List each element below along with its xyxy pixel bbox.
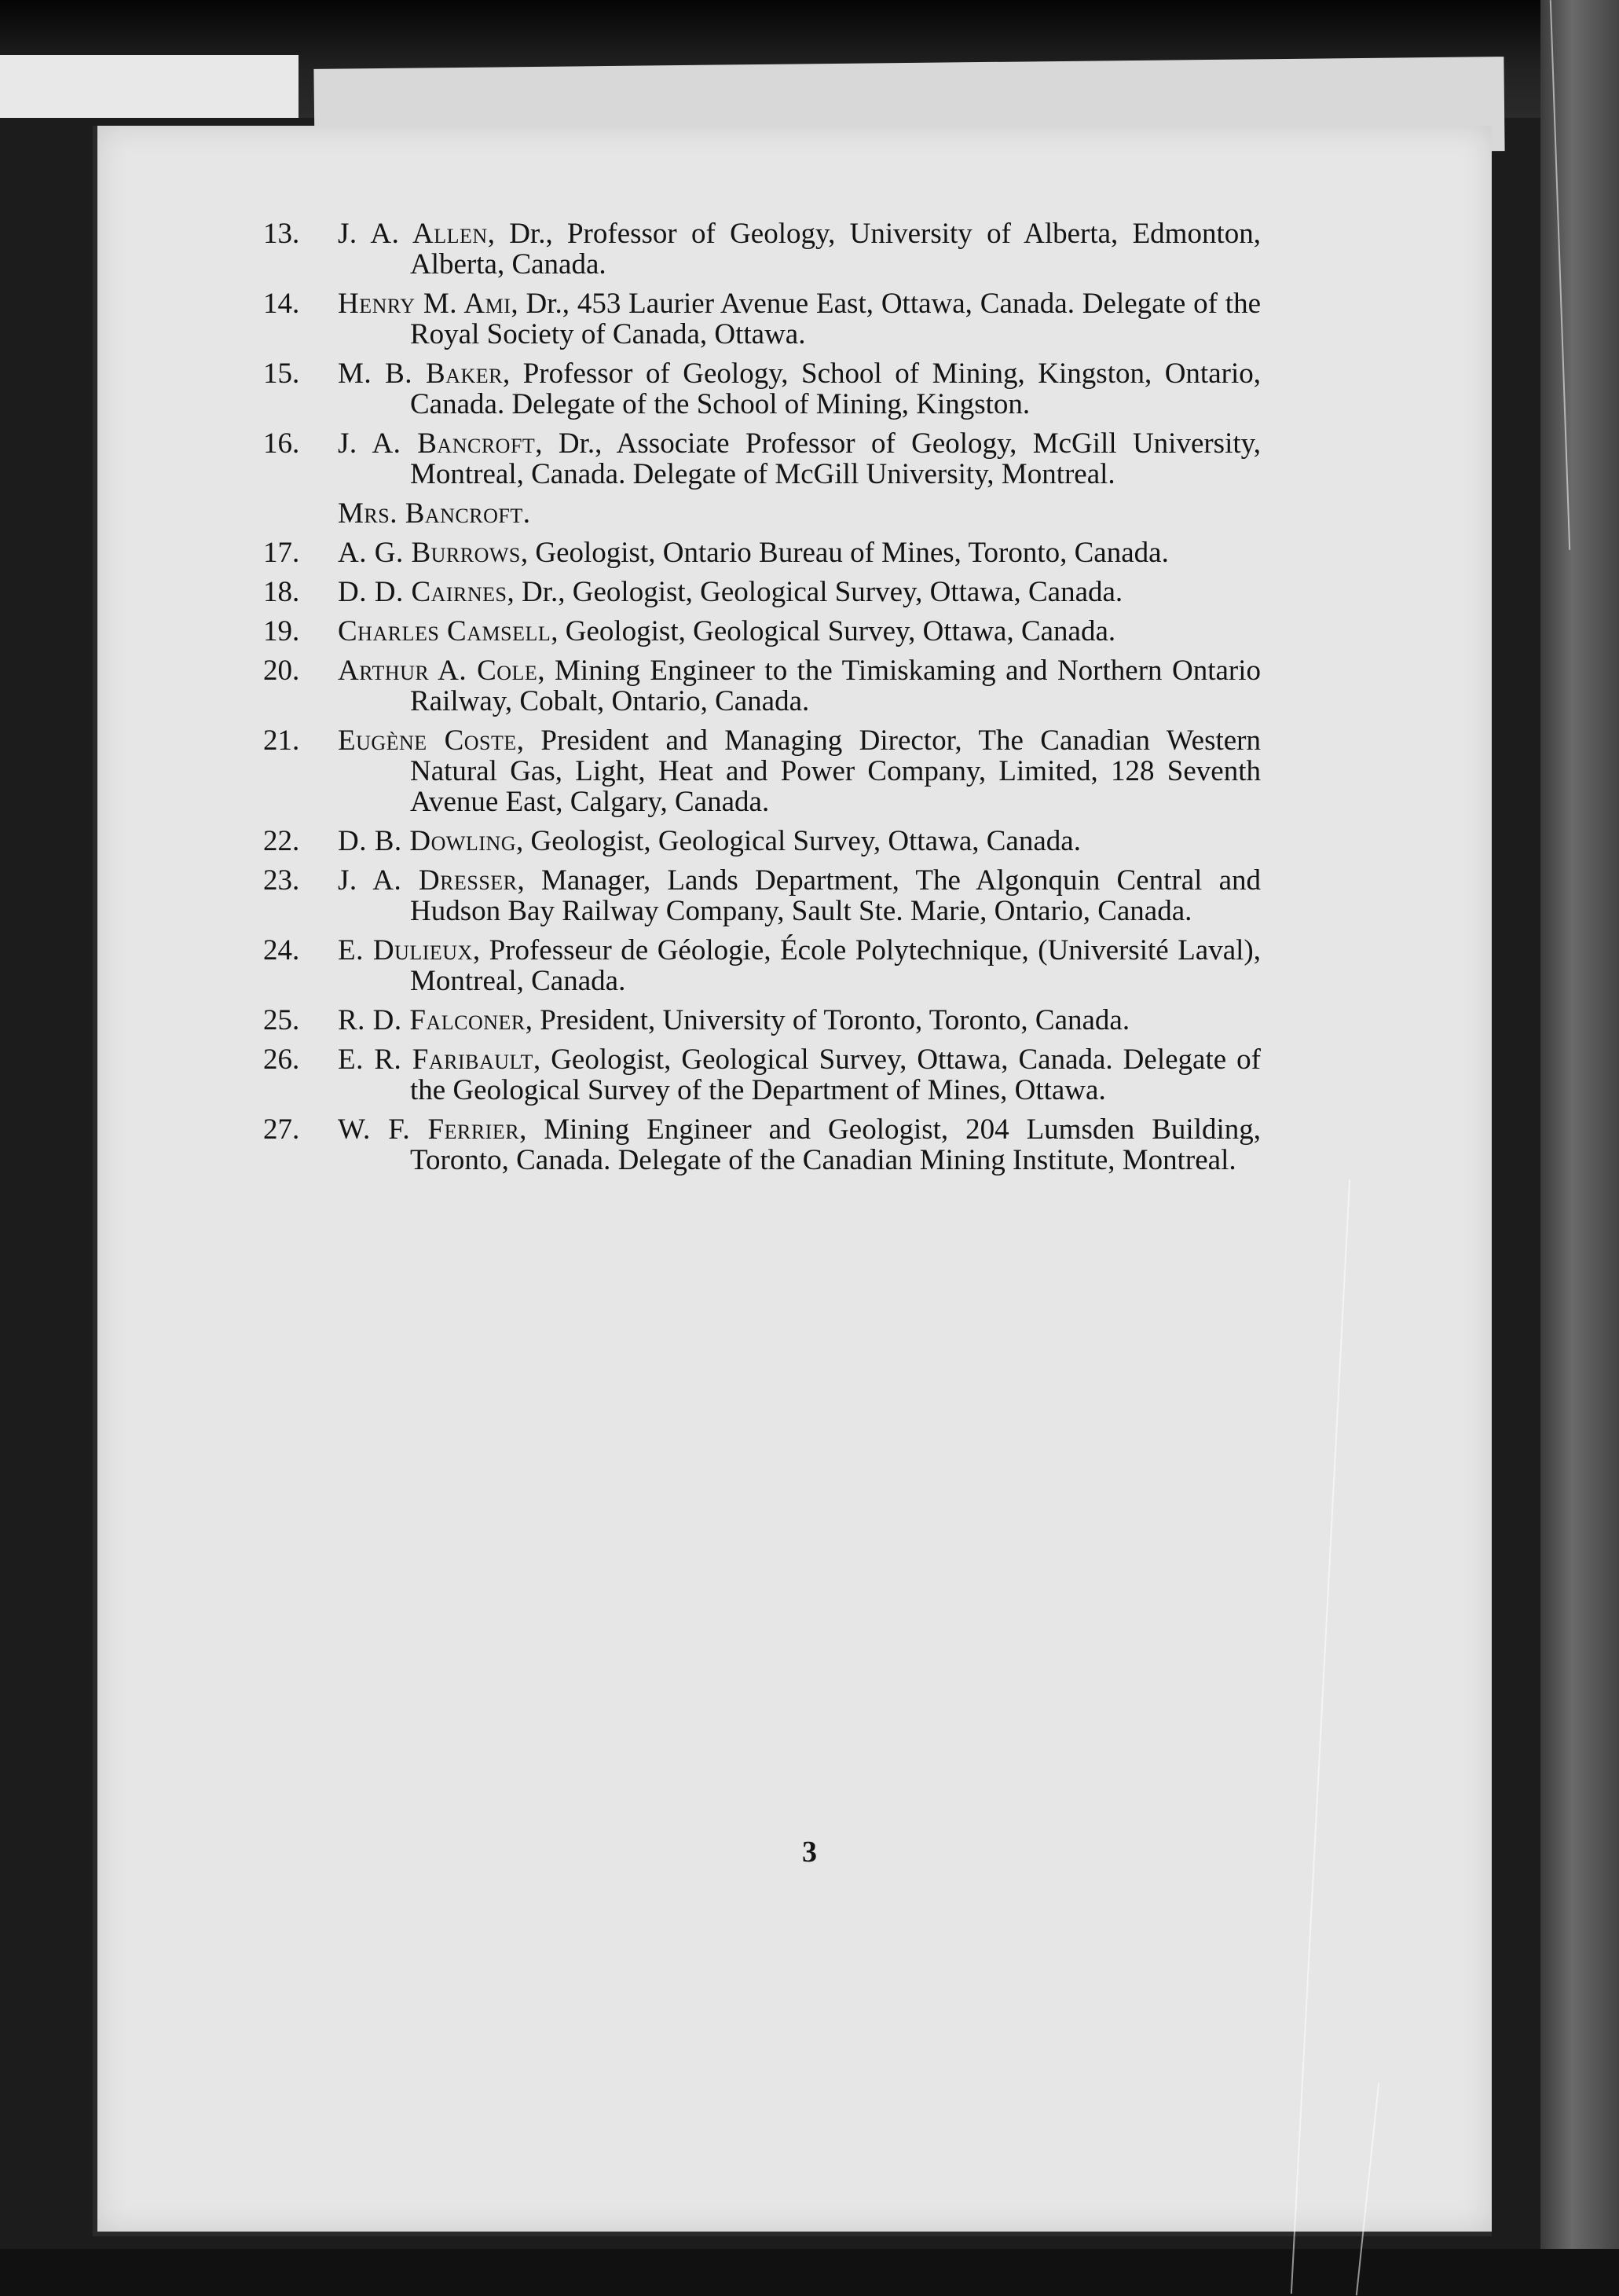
entry-number: 24. (263, 934, 300, 966)
list-item (263, 826, 1261, 856)
entry-details: , Geologist, Geological Survey, Ottawa, Canada. (551, 615, 1116, 647)
entry-details: , President, University of Toronto, Toronto, Canada. (525, 1004, 1130, 1036)
entry-number: 17. (263, 537, 300, 569)
entry-name: J. A. Allen (338, 218, 488, 250)
page-number: 3 (802, 1836, 817, 1869)
entry-text (338, 935, 1261, 996)
entry-details: , Dr., Associate Professor of Geology, McGill University, Montreal, Canada. Delegate of McGill University, Montreal. (410, 427, 1261, 490)
film-strip-left (0, 55, 299, 118)
entry-details: , Professor of Geology, School of Mining, Kingston, Ontario, Canada. Delegate of the School of Mining, Kingston. (410, 358, 1261, 420)
entry-number: 27. (263, 1113, 300, 1146)
list-item (263, 218, 1261, 280)
list-item (263, 935, 1261, 996)
list-item (263, 577, 1261, 607)
entry-number: 19. (263, 615, 300, 647)
list-item (263, 865, 1261, 926)
list-item (263, 428, 1261, 490)
entry-details: , Geologist, Ontario Bureau of Mines, Toronto, Canada. (520, 537, 1169, 569)
entry-number: 25. (263, 1004, 300, 1036)
list-item (263, 1114, 1261, 1176)
list-item (263, 725, 1261, 817)
list-item (263, 616, 1261, 647)
entry-name: E. R. Faribault (338, 1043, 533, 1076)
entry-details: , Dr., Professor of Geology, University of Alberta, Edmonton, Alberta, Canada. (410, 218, 1261, 281)
entry-number: 23. (263, 864, 300, 897)
entry-text (338, 725, 1261, 817)
entry-name: D. B. Dowling (338, 825, 517, 857)
entry-name: E. Dulieux (338, 934, 473, 966)
list-item (263, 1044, 1261, 1106)
entry-name: D. D. Cairnes (338, 576, 507, 608)
entry-number: 16. (263, 427, 300, 460)
entry-name: A. G. Burrows (338, 537, 521, 569)
entry-details: , Geologist, Geological Survey, Ottawa, Canada. Delegate of the Geological Survey of the Department of Mines, Ottawa. (410, 1043, 1261, 1106)
extra-line: Mrs. Bancroft. (338, 497, 531, 530)
member-list (263, 218, 1261, 1184)
entry-name: R. D. Falconer (338, 1004, 526, 1036)
entry-name: Arthur A. Cole (338, 655, 538, 687)
entry-text (338, 1114, 1261, 1176)
entry-details: , Mining Engineer and Geologist, 204 Lumsden Building, Toronto, Canada. Delegate of the Canadian Mining Institute, Montreal. (410, 1113, 1262, 1176)
entry-name: Eugène Coste (338, 724, 517, 757)
entry-details: , President and Managing Director, The Canadian Western Natural Gas, Light, Heat and Power Company, Limited, 128 Seventh Avenue East, Calgary, Canada. (410, 724, 1261, 818)
list-item (263, 288, 1261, 350)
entry-details: , Dr., Geologist, Geological Survey, Ottawa, Canada. (507, 576, 1123, 608)
entry-number: 13. (263, 218, 300, 250)
entry-details: , Manager, Lands Department, The Algonquin Central and Hudson Bay Railway Company, Sault Ste. Marie, Ontario, Canada. (410, 864, 1262, 927)
entry-text (338, 616, 1261, 647)
entry-number: 20. (263, 655, 300, 687)
entry-name: W. F. Ferrier (338, 1113, 520, 1146)
entry-text (338, 428, 1261, 490)
entry-text (338, 218, 1261, 280)
film-border-bottom (0, 2249, 1619, 2296)
list-item (263, 537, 1261, 568)
entry-details: , Mining Engineer to the Timiskaming and Northern Ontario Railway, Cobalt, Ontario, Canada. (410, 655, 1261, 717)
entry-number: 22. (263, 825, 300, 857)
entry-number: 14. (263, 288, 300, 320)
list-item (263, 358, 1261, 420)
list-item (263, 655, 1261, 717)
list-item (263, 1005, 1261, 1036)
entry-number: 26. (263, 1043, 300, 1076)
entry-text (338, 358, 1261, 420)
entry-text (338, 826, 1261, 856)
entry-text (338, 1005, 1261, 1036)
entry-text (338, 655, 1261, 717)
entry-name: J. A. Bancroft (338, 427, 536, 460)
entry-number: 18. (263, 576, 300, 608)
entry-details: , Professeur de Géologie, École Polytechnique, (Université Laval), Montreal, Canada. (410, 934, 1261, 997)
entry-name: Henry M. Ami (338, 288, 511, 320)
entry-name: J. A. Dresser (338, 864, 518, 897)
entry-details: , Geologist, Geological Survey, Ottawa, Canada. (516, 825, 1081, 857)
entry-details: , Dr., 453 Laurier Avenue East, Ottawa, Canada. Delegate of the Royal Society of Canada, Ottawa. (410, 288, 1261, 350)
entry-text (338, 537, 1261, 568)
entry-text (338, 288, 1261, 350)
entry-text (338, 1044, 1261, 1106)
entry-number: 15. (263, 358, 300, 390)
entry-text (338, 577, 1261, 607)
entry-name: Charles Camsell (338, 615, 551, 647)
film-border-right (1540, 0, 1619, 2296)
entry-number: 21. (263, 724, 300, 757)
entry-text (338, 865, 1261, 926)
entry-name: M. B. Baker (338, 358, 503, 390)
